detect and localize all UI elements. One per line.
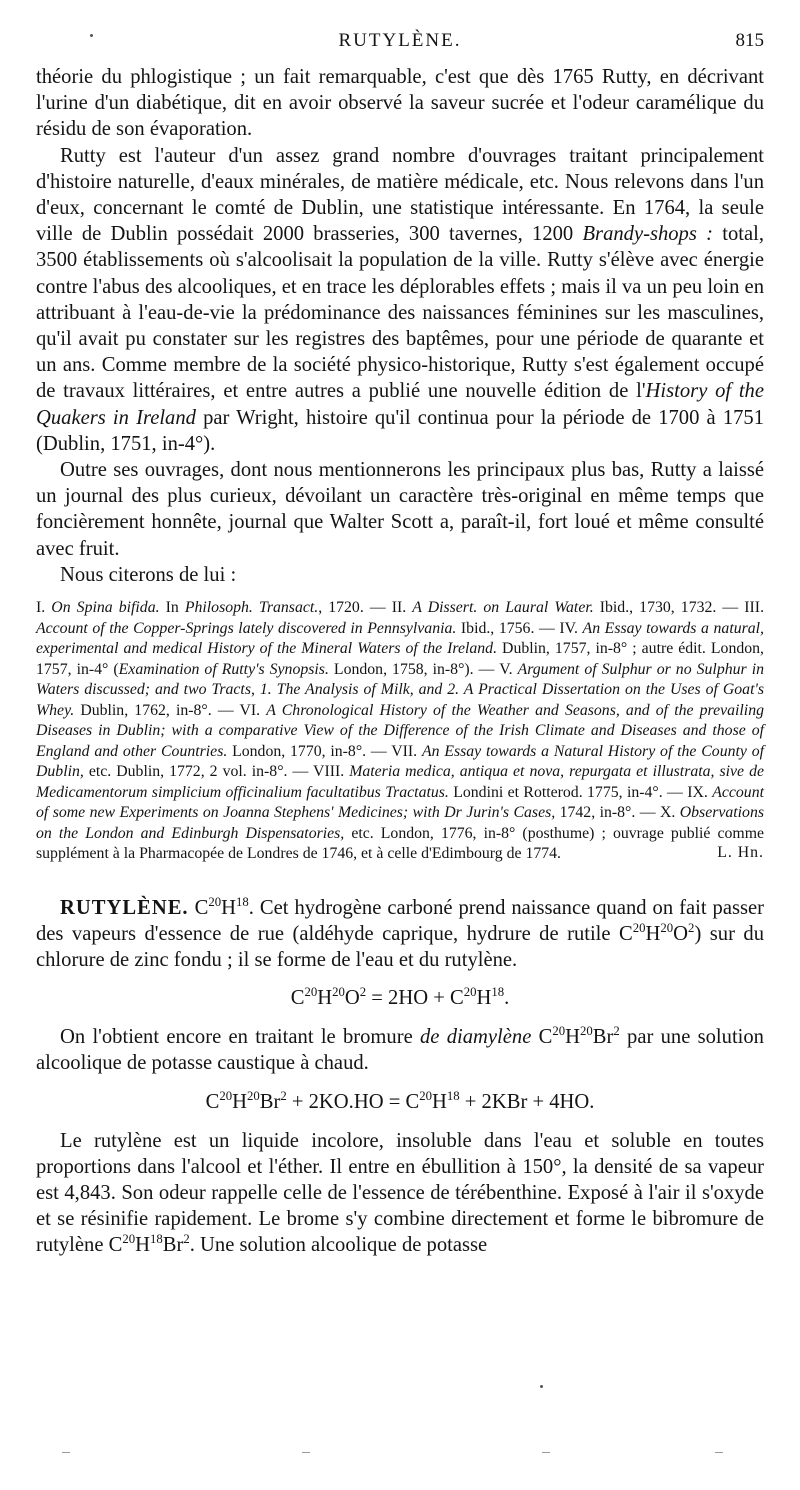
equation-2: $C^{20}H^{20}Br^2 + 2KO.HO = C^{20}H^{18} + 2KBr + 4HO$. bbox=[205, 1088, 595, 1113]
reference-number: I. bbox=[36, 599, 52, 617]
formula-subscript: 2 bbox=[280, 1088, 287, 1103]
reference-number: V. bbox=[499, 660, 518, 678]
paragraph-citations-intro: Nous citerons de lui : bbox=[60, 563, 237, 586]
formula-subscript: 18 bbox=[446, 1088, 460, 1103]
formula-subscript: 18 bbox=[235, 894, 249, 909]
formula-subscript: 20 bbox=[660, 920, 674, 935]
text-run: Rutty est l'auteur d'un assez grand nombre d'ouvrages traitant principalement d'histoire naturelle, d'eaux minérales, de matière médicale, etc. Nous relevons dans l'un d'eux, concernant le comté de Dublin, une statistique intéressante. En 1764, la seule ville de Dublin possédait 2000 brasseries, 300 tavernes, 1200 bbox=[36, 144, 764, 246]
text-run: par Wright, histoire qu'il continua pour la période de 1700 à 1751 (Dublin, 1751, in-4°). bbox=[36, 406, 765, 455]
bottom-rule bbox=[62, 1452, 70, 1453]
formula-subscript: 20 bbox=[304, 985, 318, 1000]
formula-subscript: 20 bbox=[332, 985, 345, 1000]
equation-1: $C^{20}H^{20}O^2 = 2HO + C^{20}H^{18}$. bbox=[290, 985, 510, 1010]
reference-number: II. bbox=[391, 599, 413, 617]
reference-imprint: Dublin, 1762, in-8°. — bbox=[74, 701, 240, 719]
reference-title: Account of the Copper-Springs lately discovered in Pennsylvania. bbox=[36, 619, 457, 637]
paragraph-rutylene-entry bbox=[36, 895, 764, 974]
reference-title: On Spina bifida. bbox=[51, 599, 160, 617]
paragraph-properties: Le rutylène est un liquide incolore, insoluble dans l'eau et soluble en toutes proportions dans l'alcool et l'éther. Il entre en ébullition à 150°, la densité de sa vapeur est 4,843. Son odeur rappelle celle de l'essence de térébenthine. Exposé à l'air il s'oxyde et se résinifie rapidement. Le brome s'y combine directement et forme le bibromure de rutylène $C^{20}H^{18}Br^2$. Une solution alcoolique de potasse bbox=[36, 1129, 764, 1257]
text-run-italic: Brandy-shops : bbox=[582, 223, 713, 246]
reference-number: VIII. bbox=[313, 763, 350, 781]
formula-subscript: 18 bbox=[491, 985, 505, 1000]
paragraph-phlogistique: théorie du phlogistique ; un fait remarquable, c'est que dès 1765 Rutty, en décrivant l'urine d'un diabétique, dit en avoir observé la saveur sucrée et l'odeur caramélique du résidu de son évaporation. bbox=[36, 66, 764, 141]
formula-subscript: 2 bbox=[613, 1024, 620, 1039]
paragraph-diamylene bbox=[36, 1024, 764, 1076]
text-run: On l'obtient encore en traitant le bromure bbox=[60, 1026, 420, 1049]
page-header bbox=[36, 30, 764, 60]
print-speck bbox=[540, 1385, 543, 1388]
running-title: RUTYLÈNE. bbox=[338, 30, 462, 51]
reference-title: Argument of Sulphur or no Sulphur in Waters discussed; and two Tracts, 1. The Analysis of Milk, and 2. A Practical Dissertation on the Uses of Goat's Whey. bbox=[36, 660, 764, 719]
reference-title: A Dissert. on Laural Water. bbox=[412, 599, 594, 617]
reference-title: Materia medica, antiqua et nova, repurgata et illustrata, sive de Medicamentorum simplicium officinalium facultatibus Tractatus. bbox=[36, 763, 764, 801]
reference-imprint: London, 1758, in-8°). — bbox=[328, 660, 500, 678]
bottom-rule bbox=[302, 1452, 310, 1453]
reference-number: III. bbox=[744, 599, 765, 617]
reference-title: An Essay towards a natural, experimental and medical History of the Mineral Waters of the Ireland. bbox=[36, 619, 764, 658]
formula-subscript: 18 bbox=[150, 1232, 163, 1247]
print-speck bbox=[90, 34, 93, 37]
reference-title: Account of some new Experiments on Joanna Stephens' Medicines; with Dr Jurin's Cases, bbox=[36, 783, 764, 822]
formula-subscript: 20 bbox=[463, 985, 477, 1000]
text-run-chem: $C^{20}H^{20}Br^2$ par une solution alcoolique de potasse caustique à chaud. bbox=[36, 1024, 764, 1075]
paragraph-journal: Outre ses ouvrages, dont nous mentionnerons les principaux plus bas, Rutty a laissé un journal des plus curieux, dévoilant un caractère très-original en même temps que foncièrement honnête, journal que Walter Scott a, paraît-il, fort loué et même consulté avec fruit. bbox=[36, 459, 764, 560]
reference-title: Examination of Rutty's Synopsis. bbox=[118, 660, 329, 678]
paragraph-rutty-works bbox=[36, 143, 764, 457]
bibliography-list bbox=[36, 598, 764, 865]
formula-subscript: 2 bbox=[183, 1232, 190, 1247]
reference-imprint: In bbox=[159, 599, 185, 617]
reference-number: VII. bbox=[391, 742, 422, 760]
reference-number: VI. bbox=[239, 701, 267, 719]
text-run-italic: de diamylène bbox=[420, 1026, 532, 1049]
formula-subscript: 20 bbox=[219, 1088, 233, 1103]
reference-number: IV. bbox=[559, 619, 583, 637]
reference-imprint: 1742, in-8°. — bbox=[555, 804, 660, 822]
reference-title: A Chronological History of the Weather and Seasons, and of the prevailing Diseases in Dublin; with a comparative View of the Difference of the Irish Climate and Diseases and those of England and other Countries. bbox=[36, 701, 764, 760]
formula-subscript: 20 bbox=[208, 894, 222, 909]
reference-title: Philosoph. Transact. bbox=[184, 599, 319, 617]
author-signature: L. Hn. bbox=[717, 844, 764, 862]
entry-headword: RUTYLÈNE. bbox=[60, 896, 189, 919]
formula-subscript: 20 bbox=[419, 1088, 432, 1103]
bottom-rule bbox=[715, 1452, 723, 1453]
formula-rutylene: $C^{20}H^{18}$. bbox=[194, 894, 254, 919]
formula-subscript: 2 bbox=[688, 920, 695, 935]
page-body bbox=[36, 64, 764, 1259]
reference-imprint: etc. London, 1776, in-8° (posthume) ; ouvrage publié comme supplément à la Pharmacopée de Londres de 1746, et à celle d'Edimbourg de 1774. bbox=[36, 824, 764, 863]
formula-subscript: 20 bbox=[552, 1024, 566, 1039]
text-run-chem: Cet hydrogène carboné prend naissance quand on fait passer des vapeurs d'essence de rue (aldéhyde caprique, hydrure de rutile $C^{20}H^{20}O^2$) sur du chlorure de zinc fondu ; il se forme de l'eau et du rutylène. bbox=[36, 896, 765, 971]
reference-number: X. bbox=[659, 804, 680, 822]
reference-imprint: London, 1770, in-8°. — bbox=[227, 742, 392, 760]
page-number: 815 bbox=[735, 30, 764, 51]
text-run: total, 3500 établissements où s'alcoolisait la population de la ville. Rutty s'élève avec énergie contre l'abus des alcooliques, et en trace les déplorables effets ; mais il va un peu loin en attribuant à l'eau-de-vie la prédominance des naissances féminines sur les masculines, qu'il avait pu constater sur les registres des baptêmes, pour une période de quarante et un ans. Comme membre de la société physico-historique, Rutty s'est également occupé de travaux littéraires, et entre autres a publié une nouvelle édition de l' bbox=[36, 223, 764, 403]
reference-imprint: Londini et Rotterod. 1775, in-4°. — bbox=[448, 783, 688, 801]
reference-title: An Essay towards a Natural History of the County of Dublin, bbox=[36, 742, 764, 781]
reference-number: IX. bbox=[687, 783, 713, 801]
formula-subscript: 2 bbox=[359, 985, 367, 1000]
reference-title: Observations on the London and Edinburgh Dispensatories, bbox=[36, 804, 764, 842]
reference-imprint: Dublin, 1757, in-8° ; autre édit. London, 1757, in-4° ( bbox=[36, 640, 764, 678]
text-run-italic: History of the Quakers in Ireland bbox=[36, 380, 764, 429]
reference-imprint: Ibid., 1730, 1732. — bbox=[593, 599, 745, 617]
reference-imprint: Ibid., 1756. — bbox=[456, 619, 560, 637]
formula-subscript: 20 bbox=[122, 1232, 136, 1247]
bottom-rule bbox=[542, 1452, 550, 1453]
reference-imprint: etc. Dublin, 1772, 2 vol. in-8°. — bbox=[83, 763, 314, 781]
formula-subscript: 20 bbox=[632, 920, 646, 935]
formula-subscript: 20 bbox=[246, 1088, 260, 1103]
formula-subscript: 20 bbox=[580, 1024, 593, 1039]
reference-imprint: , 1720. — bbox=[318, 599, 392, 617]
